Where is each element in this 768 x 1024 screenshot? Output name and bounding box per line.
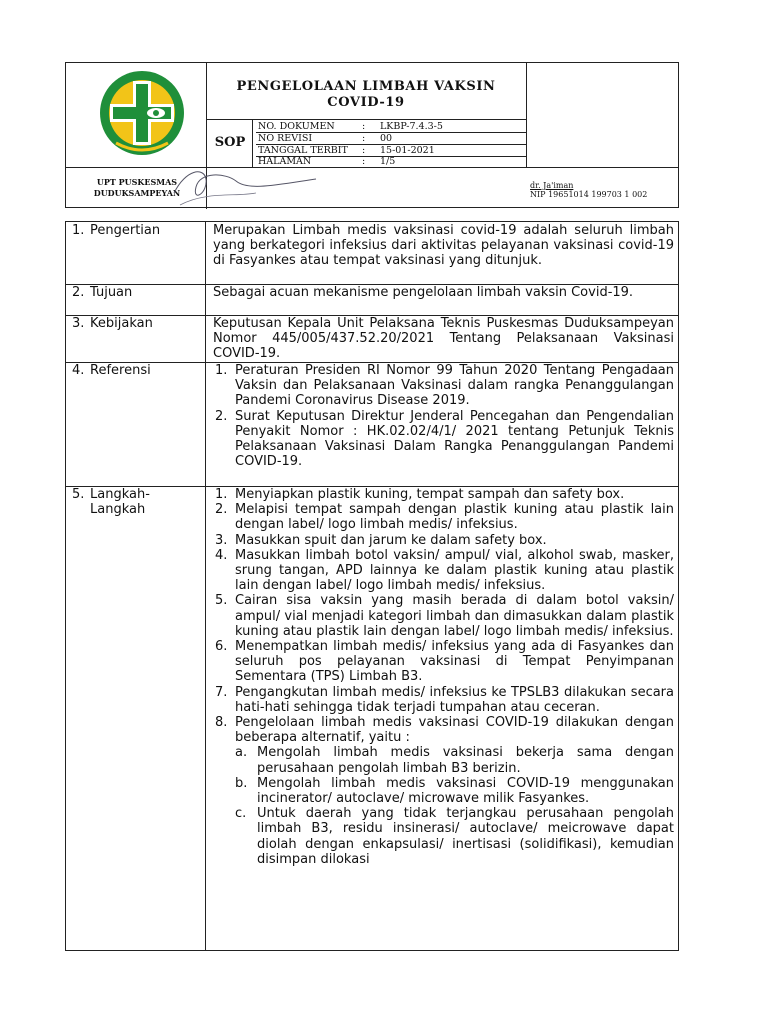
row-title: Kebijakan (90, 316, 153, 331)
list-item (213, 593, 674, 639)
item-number: 1. (215, 487, 228, 502)
row-title-line2: Langkah (90, 502, 146, 517)
list-item (213, 363, 674, 409)
meta-colon: : (362, 121, 366, 132)
sop-label: SOP (214, 135, 246, 150)
meta-key: NO. DOKUMEN (258, 121, 335, 132)
list-item (213, 685, 674, 715)
row-label-kebijakan (72, 316, 190, 331)
item-text: Surat Keputusan Direktur Jenderal Pencegahan dan Pengendalian Penyakit Nomor : HK.02.02/4/1/ 2021 tentang Petunjuk Teknis Pelaksanaan Vaksinasi Dalam Rangka Penanggulangan Pandemi COVID-19. (235, 408, 674, 470)
meta-colon: : (362, 133, 366, 144)
item-number: 5. (215, 593, 228, 609)
list-item (213, 548, 674, 594)
meta-value: LKBP-7.4.3-5 (380, 121, 443, 132)
item-text: Peraturan Presiden RI Nomor 99 Tahun 2020 Tentang Pengadaan Vaksin dan Pelaksanaan Vaksinasi dalam rangka Penanggulangan Pandemi Coronavirus Disease 2019. (235, 363, 674, 409)
row-title: Referensi (90, 363, 151, 378)
paragraph: Keputusan Kepala Unit Pelaksana Teknis Puskesmas Duduksampeyan Nomor 445/005/437.52.20/2021 Tentang Pelaksanaan Vaksinasi COVID-19. (213, 316, 674, 362)
subitem-text: Mengolah limbah medis vaksinasi COVID-19 menggunakan incinerator/ autoclave/ microwave milik Fasyankes. (257, 775, 674, 807)
document-title-line1: PENGELOLAAN LIMBAH VAKSIN (236, 79, 496, 94)
head-of-puskesmas-nip: NIP 19651014 199703 1 002 (530, 190, 648, 199)
item-text: Cairan sisa vaksin yang masih berada di dalam botol vaksin/ ampul/ vial menjadi kategori limbah dan dimasukkan dalam plastik kuning atau plastik lain dengan label/ logo limbah medis/ infeksius. (235, 593, 674, 639)
item-number: 7. (215, 684, 228, 700)
row-label-tujuan (72, 285, 190, 300)
header-divider-right (526, 63, 527, 167)
head-of-puskesmas-name: dr. Ja'iman (530, 181, 574, 190)
row-text-tujuan (213, 285, 674, 300)
item-text: Menempatkan limbah medis/ infeksius yang ada di Fasyankes dan seluruh pos pelayanan vaksinasi di Tempat Penyimpanan Sementara (TPS) Limbah B3. (235, 639, 674, 685)
sub-list-item (213, 745, 674, 775)
row-title: Tujuan (90, 285, 133, 300)
item-number: 2. (215, 408, 228, 424)
meta-key: HALAMAN (258, 156, 312, 167)
puskesmas-logo-icon (96, 67, 188, 159)
row-text-kebijakan (213, 316, 674, 362)
meta-value: 00 (380, 133, 393, 144)
subitem-text: Mengolah limbah medis vaksinasi bekerja sama dengan perusahaan pengolah limbah B3 berizin. (257, 745, 674, 776)
subitem-letter: b. (235, 775, 248, 791)
item-text: Melapisi tempat sampah dengan plastik kuning atau plastik lain dengan label/ logo limbah medis/ infeksius. (235, 502, 674, 533)
header-divider-sop (252, 119, 253, 167)
organization-name-line1: UPT PUSKESMAS (96, 177, 178, 187)
row-title (90, 487, 190, 517)
paragraph: Merupakan Limbah medis vaksinasi covid-19 adalah seluruh limbah yang berkategori infeksius dari aktivitas pelayanan vaksinasi covid-19 di Fasyankes atau tempat vaksinasi yang ditunjuk. (213, 223, 674, 269)
list-item (213, 409, 674, 470)
row-label-referensi (72, 363, 190, 378)
meta-key: NO REVISI (258, 133, 313, 144)
item-text: Masukkan limbah botol vaksin/ ampul/ vial, alkohol swab, masker, srung tangan, APD lainnya ke dalam plastik kuning atau plastik lain dengan label/ logo limbah medis/ infeksius. (235, 547, 674, 594)
row-number: 4. (72, 363, 85, 378)
item-number: 6. (215, 639, 228, 655)
paragraph: Sebagai acuan mekanisme pengelolaan limbah vaksin Covid-19. (213, 285, 634, 300)
header-rule-title (206, 119, 526, 120)
sub-list-item (213, 776, 674, 806)
meta-value: 15-01-2021 (380, 145, 435, 156)
row-number: 2. (72, 285, 85, 300)
list-item (213, 715, 674, 745)
meta-value: 1/5 (380, 156, 396, 167)
row-text-referensi (213, 363, 674, 469)
row-title-line1: Langkah- (90, 487, 150, 502)
item-text: Pengelolaan limbah medis vaksinasi COVID-19 dilakukan dengan beberapa alternatif, yaitu : (235, 715, 674, 746)
list-item (213, 487, 674, 502)
document-title (206, 79, 526, 111)
sub-list-item (213, 806, 674, 867)
item-text: Menyiapkan plastik kuning, tempat sampah dan safety box. (235, 487, 625, 502)
meta-colon: : (362, 156, 366, 167)
meta-key: TANGGAL TERBIT (258, 145, 348, 156)
list-item (213, 502, 674, 532)
row-label-pengertian (72, 223, 190, 238)
row-number: 1. (72, 223, 85, 238)
item-text: Masukkan spuit dan jarum ke dalam safety box. (235, 532, 547, 548)
subitem-letter: a. (235, 745, 248, 761)
item-number: 4. (215, 547, 228, 563)
sop-header (65, 62, 679, 208)
table-column-divider (205, 222, 206, 950)
row-text-pengertian (213, 223, 674, 269)
signature-scribble-icon (166, 163, 326, 209)
organization-name-line2: DUDUKSAMPEYAN (93, 188, 181, 198)
subitem-text: Untuk daerah yang tidak terjangkau perusahaan pengolah limbah B3, residu insinerasi/ autoclave/ meicrowave dapat diolah dengan enkapsulasi/ inertisasi (solidifikasi), kemudian disimpan dilokasi (257, 806, 674, 867)
row-number: 3. (72, 316, 85, 331)
item-number: 8. (215, 715, 228, 731)
row-label-langkah (72, 487, 190, 517)
item-number: 1. (215, 363, 228, 378)
item-text: Pengangkutan limbah medis/ infeksius ke TPSLB3 dilakukan secara hati-hati sehingga tidak terjadi tumpahan atau ceceran. (235, 684, 674, 715)
row-text-langkah (213, 487, 674, 867)
row-number: 5. (72, 487, 85, 502)
item-number: 2. (215, 502, 228, 518)
list-item (213, 533, 674, 548)
list-item (213, 639, 674, 685)
subitem-letter: c. (235, 806, 247, 822)
sop-content-table (65, 221, 679, 951)
row-title: Pengertian (90, 223, 161, 238)
item-number: 3. (215, 532, 228, 548)
meta-colon: : (362, 145, 366, 156)
document-title-line2: COVID-19 (327, 95, 405, 110)
